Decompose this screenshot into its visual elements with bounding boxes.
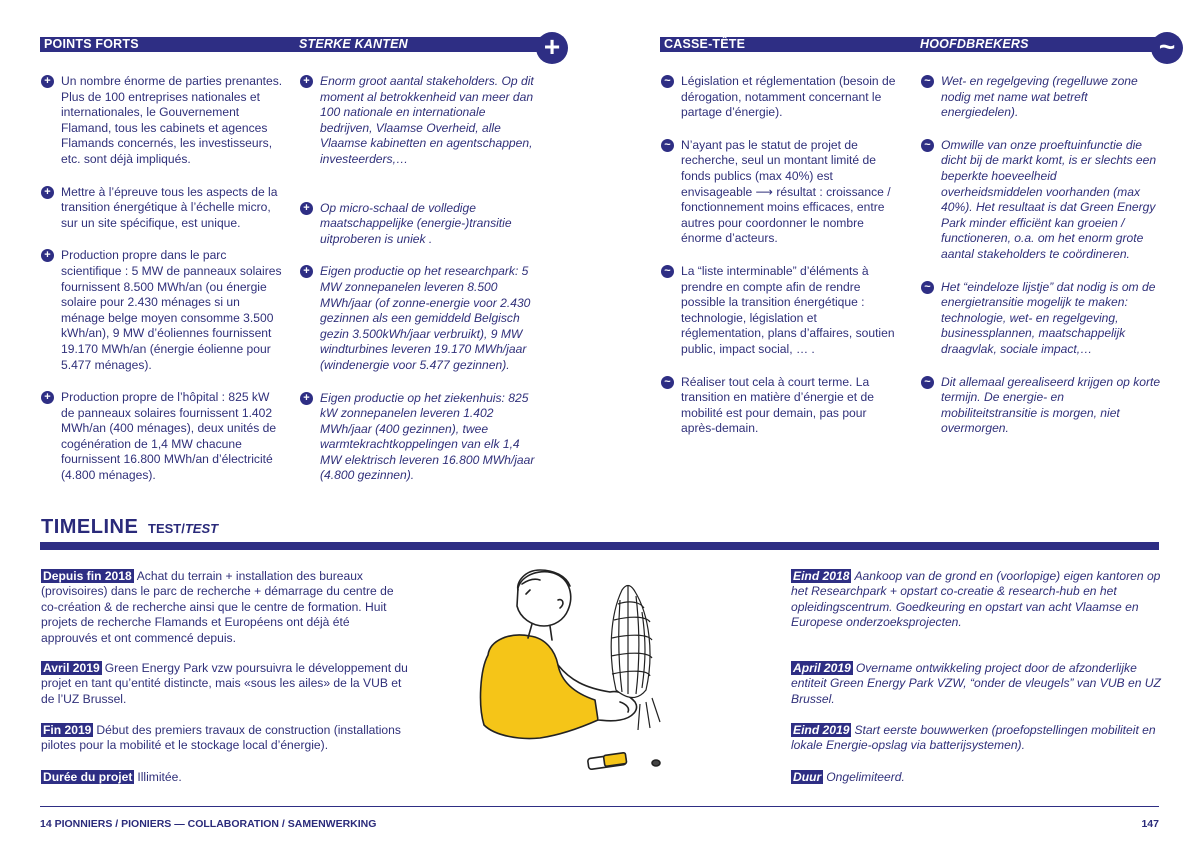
timeline-text: Illimitée. xyxy=(137,770,182,784)
timeline-text: Ongelimiteerd. xyxy=(826,770,905,784)
timeline-subtitle-fr: TEST/ xyxy=(148,521,185,536)
list-item xyxy=(41,390,283,484)
timeline-date-tag: Durée du projet xyxy=(43,770,133,784)
list-item xyxy=(921,74,1161,121)
challenges-nl-list xyxy=(921,74,1161,453)
plus-bullet-icon: + xyxy=(300,75,313,88)
tilde-bullet-icon: ~ xyxy=(921,75,934,88)
list-item xyxy=(661,138,901,247)
list-item xyxy=(41,74,283,168)
challenges-header-fr: CASSE-TÊTE xyxy=(664,37,746,51)
timeline-text: Overname ontwikkeling project door de afzonderlijke entiteit Green Energy Park VZW, “onder de vleugels” van VUB en UZ Brussel. xyxy=(791,661,1161,706)
plus-bullet-icon: + xyxy=(300,265,313,278)
list-item xyxy=(300,391,536,485)
timeline-date-tag: Fin 2019 xyxy=(43,723,92,737)
timeline-text: Début des premiers travaux de construction (installations pilotes pour la mobilité et le stockage local d’énergie). xyxy=(41,723,401,753)
strengths-header-fr: POINTS FORTS xyxy=(44,37,139,51)
list-item xyxy=(921,280,1161,358)
timeline-date-tag: April 2019 xyxy=(793,661,851,675)
tilde-bullet-icon: ~ xyxy=(921,376,934,389)
timeline-entry xyxy=(41,661,411,707)
timeline-date-tag: Avril 2019 xyxy=(43,661,100,675)
tilde-icon: ~ xyxy=(1151,32,1183,64)
list-item xyxy=(41,248,283,373)
list-item xyxy=(921,375,1161,437)
tilde-bullet-icon: ~ xyxy=(921,281,934,294)
timeline-entry xyxy=(41,723,431,754)
timeline-date-tag: Duur xyxy=(793,770,822,784)
plus-bullet-icon: + xyxy=(41,391,54,404)
list-item xyxy=(661,74,901,121)
list-item xyxy=(41,185,283,232)
timeline-title: TIMELINE xyxy=(41,516,139,538)
timeline-entry xyxy=(791,569,1161,631)
timeline-date-tag: Eind 2019 xyxy=(793,723,850,737)
list-item-text: Législation et réglementation (besoin de dérogation, notamment concernant le partage d’énergie). xyxy=(681,74,896,120)
challenges-header-bar xyxy=(660,37,1170,52)
list-item-text: Mettre à l’épreuve tous les aspects de la transition énergétique à l’échelle micro, sur un site spécifique, est unique. xyxy=(61,184,278,230)
list-item-text: Dit allemaal gerealiseerd krijgen op korte termijn. De energie- en mobiliteitstransitie is morgen, niet overmorgen. xyxy=(941,374,1161,436)
timeline-entry xyxy=(791,723,1161,754)
timeline-text: Green Energy Park vzw poursuivra le développement du projet en tant qu’entité distincte, mais «sous les ailes» de la VUB et de l’UZ Brussel. xyxy=(41,661,408,706)
list-item-text: N’ayant pas le statut de projet de recherche, seul un montant limité de fonds publics (max 40%) est envisageable ⟶ résultat : croissance / fonctionnement moins efficaces, entre autres pour coordonner le nombre énorme d’acteurs. xyxy=(681,137,891,246)
timeline-date-tag: Depuis fin 2018 xyxy=(43,569,132,583)
tilde-bullet-icon: ~ xyxy=(661,376,674,389)
tilde-bullet-icon: ~ xyxy=(921,139,934,152)
plus-icon: + xyxy=(536,32,568,64)
plus-bullet-icon: + xyxy=(41,75,54,88)
list-item-text: La “liste interminable” d’éléments à prendre en compte afin de rendre possible la transition énergétique : technologie, législation et réglementation, plans d’affaires, soutien public, impact social, … . xyxy=(681,263,895,356)
footer-running-title: 14 PIONNIERS / PIONIERS — COLLABORATION / SAMENWERKING xyxy=(40,818,377,830)
list-item xyxy=(300,264,536,373)
list-item xyxy=(921,138,1161,263)
timeline-entry xyxy=(41,770,421,785)
timeline-divider xyxy=(40,542,1159,550)
challenges-header-nl: HOOFDBREKERS xyxy=(920,37,1029,51)
footer-divider xyxy=(40,806,1159,807)
list-item xyxy=(300,201,536,248)
list-item-text: Enorm groot aantal stakeholders. Op dit moment al betrokkenheid van meer dan 100 nationale en internationale bedrijven, Vlaamse Overheid, alle Vlaamse kabinetten en agentschappen, investeerders,… xyxy=(320,74,534,166)
strengths-header-bar xyxy=(40,37,555,52)
timeline-entry xyxy=(791,770,1161,785)
list-item xyxy=(661,375,901,437)
list-item-text: Réaliser tout cela à court terme. La transition en matière d’énergie et de mobilité est pour demain, pas pour après-demain. xyxy=(681,374,874,436)
tilde-bullet-icon: ~ xyxy=(661,75,674,88)
plus-bullet-icon: + xyxy=(41,249,54,262)
timeline-date-tag: Eind 2018 xyxy=(793,569,850,583)
person-illustration xyxy=(470,560,685,775)
tilde-bullet-icon: ~ xyxy=(661,139,674,152)
strengths-header-nl: STERKE KANTEN xyxy=(299,37,408,51)
timeline-subtitle xyxy=(148,521,218,536)
list-item-text: Production propre de l’hôpital : 825 kW de panneaux solaires fournissent 1.402 MWh/an (400 ménages), deux unités de cogénération de 1,4 MW chacune fournissent 16.800 MWh/an d’électricité (4.800 ménages). xyxy=(61,390,277,483)
plus-bullet-icon: + xyxy=(41,186,54,199)
timeline-subtitle-nl: TEST xyxy=(184,521,219,536)
timeline-entry xyxy=(791,661,1161,707)
list-item xyxy=(661,264,901,358)
plus-bullet-icon: + xyxy=(300,392,313,405)
page-number: 147 xyxy=(1141,818,1159,830)
list-item xyxy=(300,74,536,168)
tilde-bullet-icon: ~ xyxy=(661,265,674,278)
list-item-text: Eigen productie op het ziekenhuis: 825 kW zonnepanelen leveren 1.402 MWh/jaar (400 gezinnen), twee warmtekrachtkoppelingen van elk 1,4 MW elektrisch leveren 16.800 MWh/jaar (4.800 gezinnen). xyxy=(320,390,535,483)
strengths-fr-list xyxy=(41,74,283,500)
list-item-text: Wet- en regelgeving (regelluwe zone nodig met name wat betreft energiedelen). xyxy=(941,74,1138,120)
list-item-text: Het “eindeloze lijstje” dat nodig is om de energietransitie mogelijk te maken: technologie, wet- en regelgeving, businessplannen, maatschappelijk draagvlak, sociale impact,… xyxy=(941,279,1156,356)
list-item-text: Un nombre énorme de parties prenantes. Plus de 100 entreprises nationales et internationales, le Gouvernement Flamand, tous les cabinets et agences Flamands concernés, les investisseurs, etc. sont déjà impliqués. xyxy=(61,74,283,166)
timeline-text: Aankoop van de grond en (voorlopige) eigen kantoren op het Researchpark + opstart co-creatie & research-hub en het opleidingscentrum. Goedkeuring en opstart van acht Vlaamse en Europese onderzoeksprojecten. xyxy=(791,569,1161,630)
list-item-text: Production propre dans le parc scientifique : 5 MW de panneaux solaires fournissent 8.500 MWh/an (ou énergie solaire pour 2.430 ménages si un ménage belge moyen consomme 3.500 kWh/an), 9 MW d’éoliennes fournissent 19.170 MWh/an (énergie éolienne pour 5.477 ménages). xyxy=(61,248,282,372)
timeline-text: Start eerste bouwwerken (proefopstellingen mobiliteit en lokale Energie-opslag via batterijsystemen). xyxy=(791,723,1156,753)
challenges-fr-list xyxy=(661,74,901,453)
timeline-text: Achat du terrain + installation des bureaux (provisoires) dans le parc de recherche + démarrage du centre de co-création & de recherche ainsi que le centre de formation. Huit projets de recherche Flamands et Européens ont déjà été approuvés et ont commencé depuis. xyxy=(41,569,394,645)
list-item-text: Omwille van onze proeftuinfunctie die dicht bij de markt komt, is er slechts een beperkte hoeveelheid overheidsmiddelen voorhanden (max 40%). Het resultaat is dat Green Energy Park minder efficiënt kan groeien / functioneren, o.a. om het enorm grote aantal stakeholders te coördineren. xyxy=(941,137,1157,261)
timeline-entry xyxy=(41,569,401,646)
plus-bullet-icon: + xyxy=(300,202,313,215)
strengths-nl-list xyxy=(300,74,536,500)
list-item-text: Op micro-schaal de volledige maatschappelijke (energie-)transitie uitproberen is uniek . xyxy=(320,200,512,246)
list-item-text: Eigen productie op het researchpark: 5 MW zonnepanelen leveren 8.500 MWh/jaar (of zonne-energie voor 2.430 gezinnen als een gemiddeld Belgisch gezin 3.500kWh/jaar verbruikt), 9 MW windturbines leveren 19.170 MWh/jaar (windenergie voor 5.477 gezinnen). xyxy=(320,264,531,372)
